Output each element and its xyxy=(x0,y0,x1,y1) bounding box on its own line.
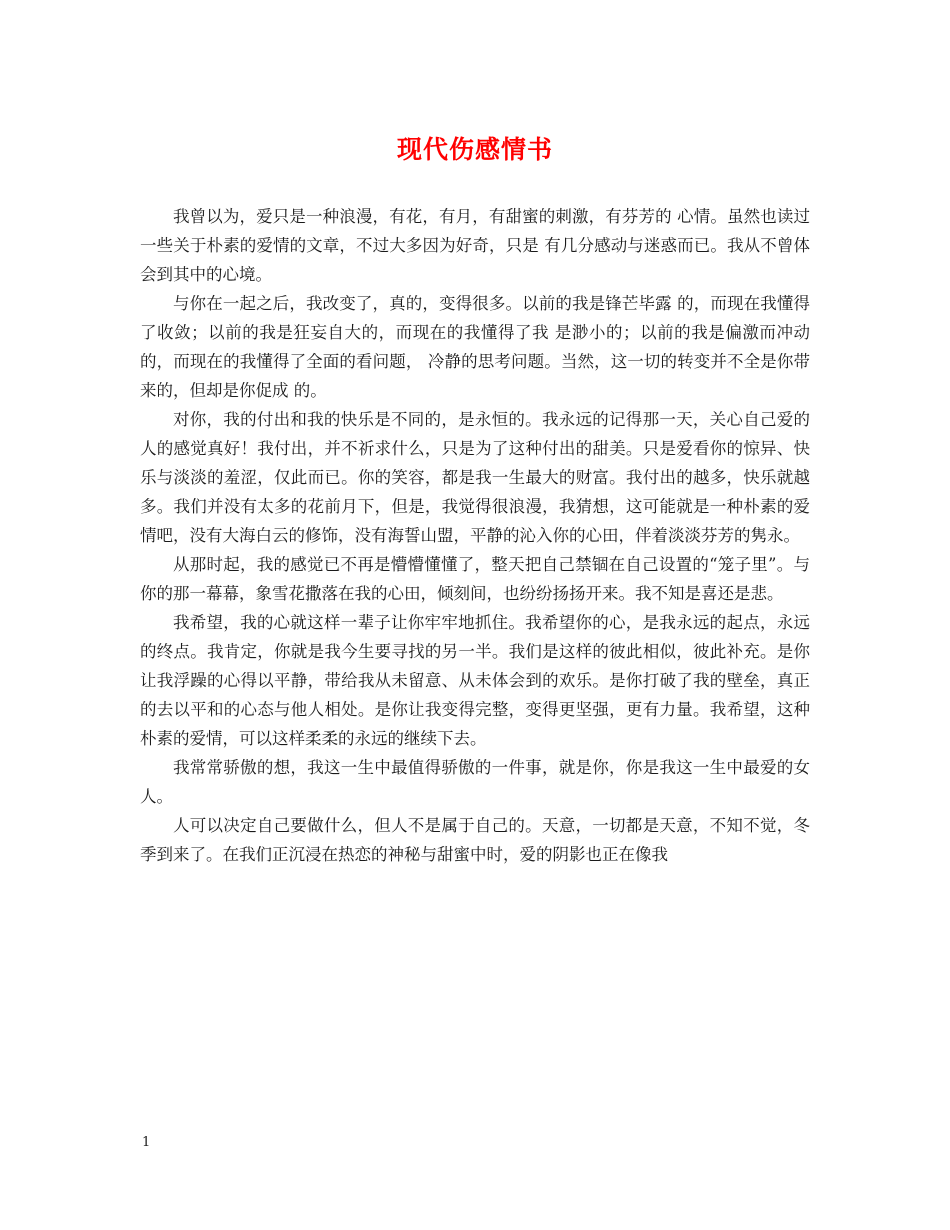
page-number: 1 xyxy=(142,1135,151,1150)
page-title: 现代伤感情书 xyxy=(396,135,553,164)
paragraph-4: 从那时起，我的感觉已不再是懵懵懂懂了，整天把自己禁锢在自己设置的“笼子里”。与你的那一幕幕，象雪花撒落在我的心田，倾刻间，也纷纷扬扬开来。我不知是喜还是悲。 xyxy=(140,555,810,603)
paragraph-6: 我常常骄傲的想，我这一生中最值得骄傲的一件事，就是你，你是我这一生中最爱的女人。 xyxy=(140,758,810,806)
paragraph-2: 与你在一起之后，我改变了，真的，变得很多。以前的我是锋芒毕露 的，而现在我懂得了收敛；以前的我是狂妄自大的，而现在的我懂得了我 是渺小的；以前的我是偏激而冲动的，而现在的我懂得了全面的看问题， 冷静的思考问题。当然，这一切的转变并不全是你带来的，但却是你促成 的。 xyxy=(140,294,810,400)
paragraph-3: 对你，我的付出和我的快乐是不同的，是永恒的。我永远的记得那一天，关心自己爱的人的感觉真好！我付出，并不祈求什么，只是为了这种付出的甜美。只是爱看你的惊异、快乐与淡淡的羞涩，仅此而已。你的笑容，都是我一生最大的财富。我付出的越多，快乐就越多。我们并没有太多的花前月下，但是，我觉得很浪漫，我猜想，这可能就是一种朴素的爱情吧，没有大海白云的修饰，没有海誓山盟，平静的沁入你的心田，伴着淡淡芬芳的隽永。 xyxy=(140,410,810,545)
paragraph-7: 人可以决定自己要做什么，但人不是属于自己的。天意，一切都是天意，不知不觉，冬季到来了。在我们正沉浸在热恋的神秘与甜蜜中时，爱的阴影也正在像我 xyxy=(140,816,810,864)
paragraph-5: 我希望，我的心就这样一辈子让你牢牢地抓住。我希望你的心，是我永远的起点，永远的终点。我肯定，你就是我今生要寻找的另一半。我们是这样的彼此相似，彼此补充。是你让我浮躁的心得以平静，带给我从未留意、从未体会到的欢乐。是你打破了我的壁垒，真正的去以平和的心态与他人相处。是你让我变得完整，变得更坚强，更有力量。我希望，这种朴素的爱情，可以这样柔柔的永远的继续下去。 xyxy=(140,613,810,748)
paragraph-1: 我曾以为，爱只是一种浪漫，有花，有月，有甜蜜的刺激，有芬芳的 心情。虽然也读过一些关于朴素的爱情的文章，不过大多因为好奇，只是 有几分感动与迷惑而已。我从不曾体会到其中的心境。 xyxy=(140,207,810,284)
document-body xyxy=(140,202,810,869)
